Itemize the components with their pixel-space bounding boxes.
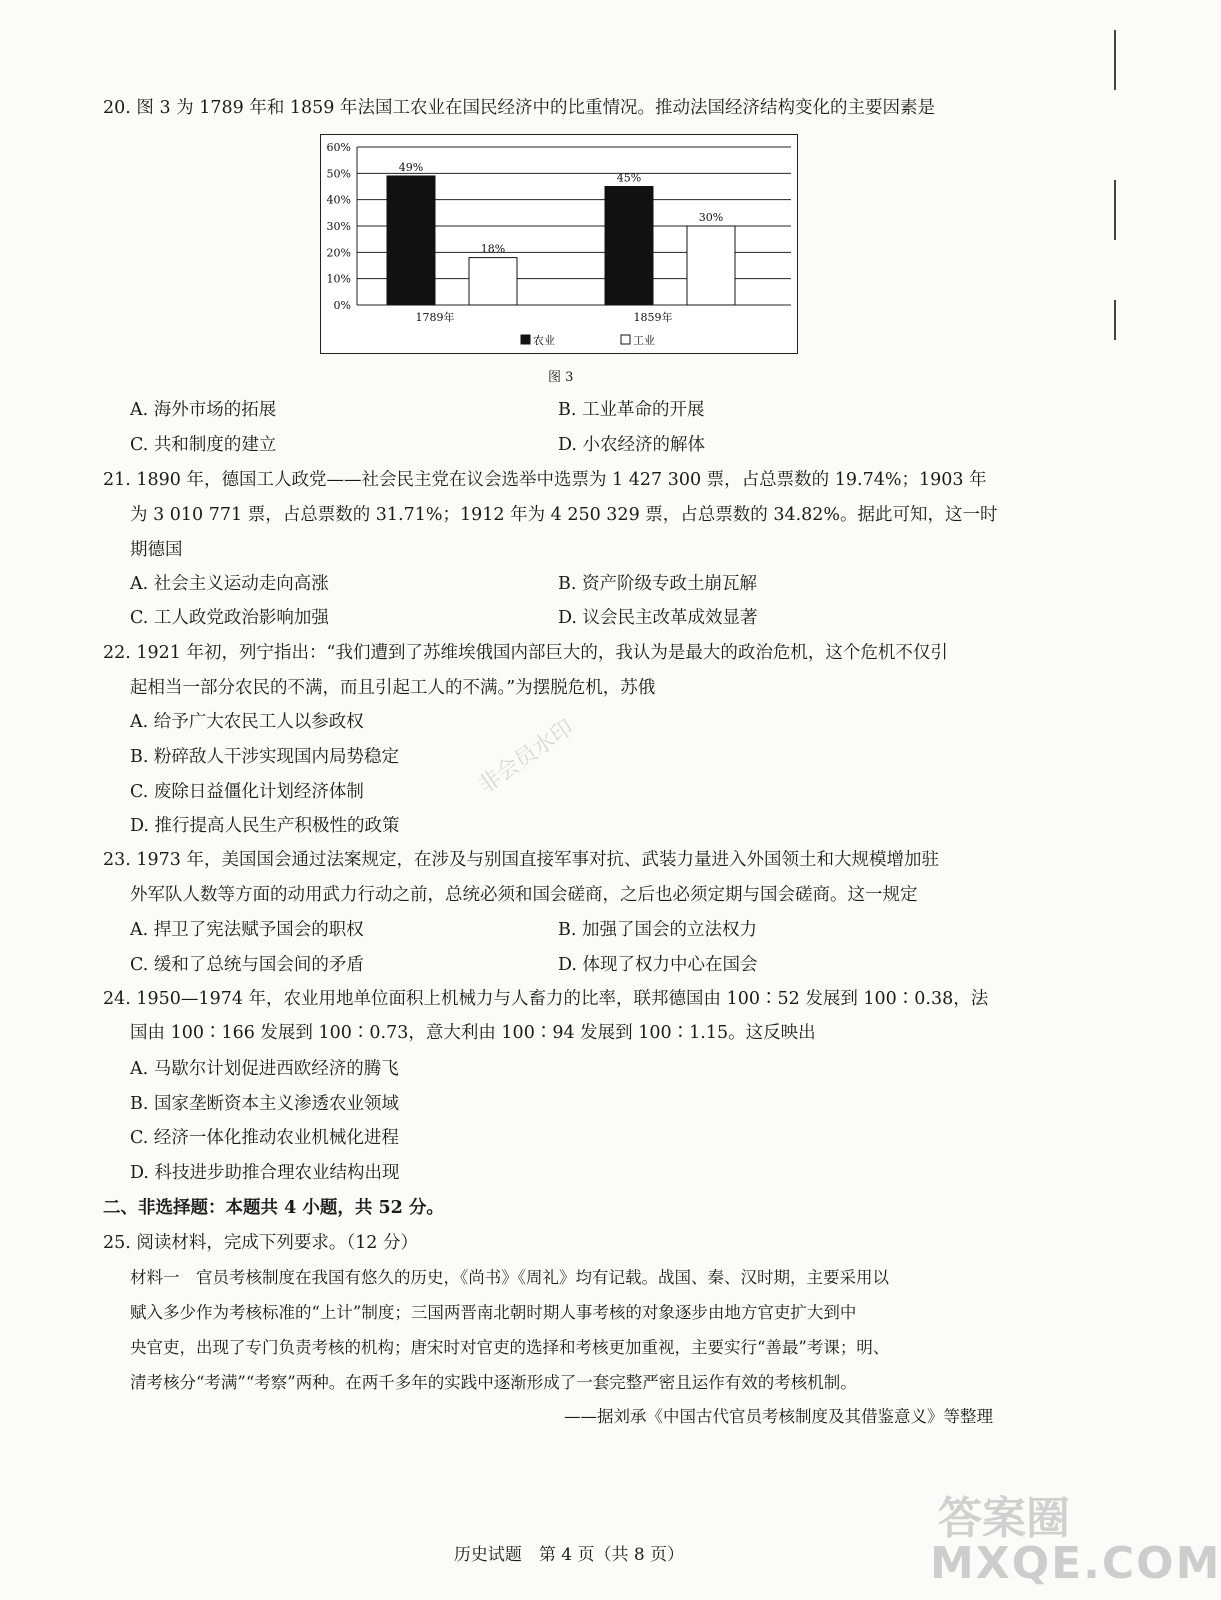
site-logo xyxy=(930,1480,1221,1595)
q20-stem: 20. 图 3 为 1789 年和 1859 年法国工农业在国民经济中的比重情况。推动法国经济结构变化的主要因素是 xyxy=(103,98,935,118)
legend-swatch-农业 xyxy=(521,335,530,344)
q22-option-c[interactable]: C. 废除日益僵化计划经济体制 xyxy=(130,782,364,802)
q20-option-a[interactable]: A. 海外市场的拓展 xyxy=(130,400,277,420)
q23-option-a[interactable]: A. 捍卫了宪法赋予国会的职权 xyxy=(130,920,364,940)
q21-option-b[interactable]: B. 资产阶级专政土崩瓦解 xyxy=(558,574,757,594)
y-tick-label: 50% xyxy=(326,167,351,181)
q24-option-d[interactable]: D. 科技进步助推合理农业结构出现 xyxy=(130,1163,400,1183)
y-tick-label: 40% xyxy=(326,193,351,207)
q22-option-a[interactable]: A. 给予广大农民工人以参政权 xyxy=(130,712,364,732)
y-tick-label: 10% xyxy=(326,272,351,286)
q20-option-d[interactable]: D. 小农经济的解体 xyxy=(558,435,706,455)
q23-option-d[interactable]: D. 体现了权力中心在国会 xyxy=(558,955,758,975)
q25-material-line-3: 央官吏，出现了专门负责考核的机构；唐宋时对官吏的选择和考核更加重视，主要实行“善最”考课；明、 xyxy=(130,1338,890,1357)
bar-工业 xyxy=(469,258,517,305)
q22-option-d[interactable]: D. 推行提高人民生产积极性的政策 xyxy=(130,816,400,836)
q21-line-3: 期德国 xyxy=(130,540,183,560)
q25-material-line-2: 赋入多少作为考核标准的“上计”制度；三国两晋南北朝时期人事考核的对象逐步由地方官吏扩大到中 xyxy=(130,1303,857,1322)
bar-value-label: 18% xyxy=(480,242,506,256)
bar-value-label: 30% xyxy=(698,211,724,224)
q23-line-2: 外军队人数等方面的动用武力行动之前，总统必须和国会磋商，之后也必须定期与国会磋商。这一规定 xyxy=(130,885,918,905)
q24-line-1: 24. 1950—1974 年，农业用地单位面积上机械力与人畜力的比率，联邦德国由 100∶52 发展到 100∶0.38，法 xyxy=(103,989,989,1009)
q21-line-2: 为 3 010 771 票，占总票数的 31.71%；1912 年为 4 250 329 票，占总票数的 34.82%。据此可知，这一时 xyxy=(130,505,998,525)
q24-option-a[interactable]: A. 马歇尔计划促进西欧经济的腾飞 xyxy=(130,1059,399,1079)
bar-value-label: 49% xyxy=(398,160,424,174)
q22-line-1: 22. 1921 年初，列宁指出：“我们遭到了苏维埃俄国内部巨大的，我认为是最大的政治危机，这个危机不仅引 xyxy=(103,643,948,663)
q24-option-c[interactable]: C. 经济一体化推动农业机械化进程 xyxy=(130,1128,399,1148)
bar-chart-svg xyxy=(321,135,797,353)
q23-line-1: 23. 1973 年，美国国会通过法案规定，在涉及与别国直接军事对抗、武装力量进入外国领土和大规模增加驻 xyxy=(103,850,939,870)
q21-option-d[interactable]: D. 议会民主改革成效显著 xyxy=(558,608,758,628)
bar-农业 xyxy=(605,187,653,306)
legend-swatch-工业 xyxy=(621,335,630,344)
q22-option-b[interactable]: B. 粉碎敌人干涉实现国内局势稳定 xyxy=(130,747,399,767)
y-tick-label: 0% xyxy=(333,299,351,312)
q25-source: ——据刘承《中国古代官员考核制度及其借鉴意义》等整理 xyxy=(564,1407,993,1426)
q20-option-b[interactable]: B. 工业革命的开展 xyxy=(558,400,705,420)
logo-top-text: 答案圈 xyxy=(938,1493,1070,1544)
legend-label: 工业 xyxy=(633,334,655,347)
figure-3-chart xyxy=(320,134,798,354)
q25-material-line-4: 清考核分“考满”“考察”两种。在两千多年的实践中逐渐形成了一套完整严密且运作有效的考核机制。 xyxy=(130,1373,857,1392)
q22-line-2: 起相当一部分农民的不满，而且引起工人的不满。”为摆脱危机，苏俄 xyxy=(130,678,656,698)
q23-option-b[interactable]: B. 加强了国会的立法权力 xyxy=(558,920,757,940)
q23-option-c[interactable]: C. 缓和了总统与国会间的矛盾 xyxy=(130,955,364,975)
q21-option-c[interactable]: C. 工人政党政治影响加强 xyxy=(130,608,329,628)
scan-edge-mark xyxy=(1114,300,1116,340)
q21-option-a[interactable]: A. 社会主义运动走向高涨 xyxy=(130,574,329,594)
y-tick-label: 60% xyxy=(326,141,351,154)
logo-bottom-text: MXQE.COM xyxy=(930,1538,1221,1589)
y-tick-label: 30% xyxy=(326,220,351,233)
scan-edge-mark xyxy=(1114,180,1116,240)
q24-option-b[interactable]: B. 国家垄断资本主义渗透农业领域 xyxy=(130,1094,399,1114)
scan-edge-mark xyxy=(1114,30,1116,90)
q25-material-line-1: 材料一 官员考核制度在我国有悠久的历史，《尚书》《周礼》均有记载。战国、秦、汉时期，主要采用以 xyxy=(130,1268,889,1287)
x-category-label: 1859年 xyxy=(633,311,673,324)
bar-value-label: 45% xyxy=(616,171,642,185)
q20-option-c[interactable]: C. 共和制度的建立 xyxy=(130,435,277,455)
q25-stem: 25. 阅读材料，完成下列要求。（12 分） xyxy=(103,1233,418,1253)
bar-农业 xyxy=(387,176,435,305)
legend-label: 农业 xyxy=(533,334,555,347)
figure-caption: 图 3 xyxy=(548,370,574,385)
y-tick-label: 20% xyxy=(326,246,351,260)
q24-line-2: 国由 100∶166 发展到 100∶0.73，意大利由 100∶94 发展到 100∶1.15。这反映出 xyxy=(130,1023,816,1043)
q21-line-1: 21. 1890 年，德国工人政党——社会民主党在议会选举中选票为 1 427 300 票，占总票数的 19.74%；1903 年 xyxy=(103,470,987,490)
section-heading: 二、非选择题：本题共 4 小题，共 52 分。 xyxy=(103,1198,444,1218)
x-category-label: 1789年 xyxy=(415,311,455,324)
watermark-text: 非会员水印 xyxy=(473,715,579,799)
bar-工业 xyxy=(687,226,735,305)
page-footer: 历史试题 第 4 页（共 8 页） xyxy=(453,1545,685,1565)
